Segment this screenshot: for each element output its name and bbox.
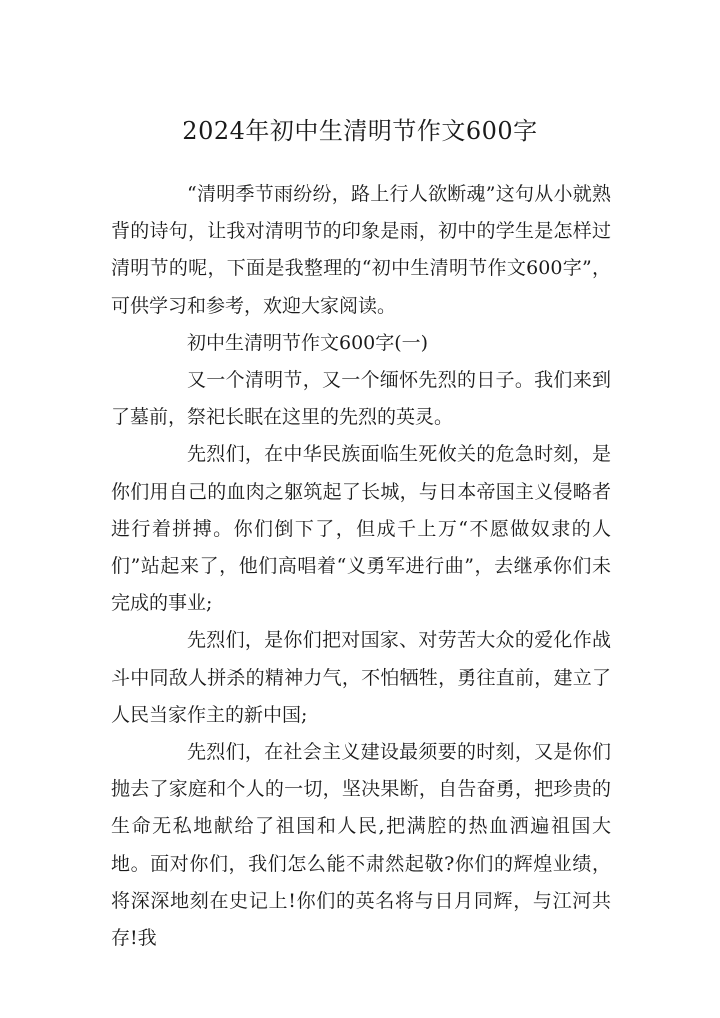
paragraph: 又一个清明节，又一个缅怀先烈的日子。我们来到了墓前，祭祀长眠在这里的先烈的英灵。	[111, 369, 611, 429]
section-heading: 初中生清明节作文600字(一)	[187, 331, 429, 354]
document-title: 2024年初中生清明节作文600字	[182, 117, 538, 145]
paragraph-intro: “清明季节雨纷纷，路上行人欲断魂”这句从小就熟背的诗句，让我对清明节的印象是雨，初中的学生是怎样过清明节的呢，下面是我整理的“初中生清明节作文600字”，可供学习和参考，欢迎大家阅读。	[111, 183, 611, 317]
paragraph: 先烈们，在社会主义建设最须要的时刻，又是你们抛去了家庭和个人的一切，坚决果断，自告奋勇，把珍贵的生命无私地献给了祖国和人民,把满腔的热血洒遍祖国大地。面对你们，我们怎么能不肃然起敬?你们的辉煌业绩，将深深地刻在史记上!你们的英名将与日月同辉，与江河共存!我	[111, 741, 611, 950]
paragraph: 先烈们，是你们把对国家、对劳苦大众的爱化作战斗中同敌人拼杀的精神力气，不怕牺牲，勇往直前，建立了人民当家作主的新中国;	[111, 629, 611, 726]
paragraph: 先烈们，在中华民族面临生死攸关的危急时刻，是你们用自己的血肉之躯筑起了长城，与日本帝国主义侵略者进行着拼搏。你们倒下了，但成千上万“不愿做奴隶的人们”站起来了，他们高唱着“义勇军进行曲”，去继承你们未完成的事业;	[111, 443, 611, 615]
document-body	[111, 176, 611, 957]
